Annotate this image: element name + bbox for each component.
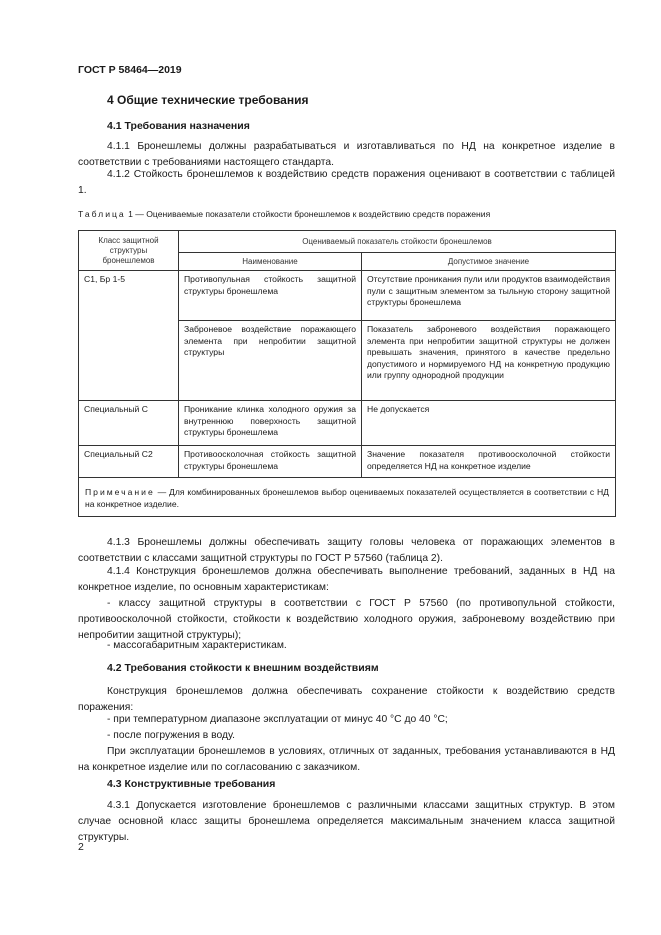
header-indicator-group: Оцениваемый показатель стойкости бронешлемов — [179, 231, 616, 253]
table-cell-class: Специальный С2 — [79, 446, 179, 478]
paragraph-4-1-2: 4.1.2 Стойкость бронешлемов к воздействию средств поражения оценивают в соответствии с таблицей 1. — [78, 169, 615, 196]
table-cell-value: Значение показателя противоосколочной стойкости определяется НД на конкретное изделие — [362, 446, 616, 478]
paragraph-4-1-1: 4.1.1 Бронешлемы должны разрабатываться и изготавливаться по НД на конкретное изделие в соответствии с требованиями настоящего стандарта. — [78, 141, 615, 168]
paragraph-4-2-conditions: При эксплуатации бронешлемов в условиях, отличных от заданных, требования устанавливаются в НД на конкретное изделие или по согласованию с заказчиком. — [78, 746, 615, 773]
table-cell-name: Противоосколочная стойкость защитной структуры бронешлема — [179, 446, 362, 478]
paragraph-4-1-4: 4.1.4 Конструкция бронешлемов должна обеспечивать выполнение требований, заданных в НД на конкретное изделие, по основным характеристикам: — [78, 566, 615, 593]
header-value-column: Допустимое значение — [362, 253, 616, 271]
list-item-water: - после погружения в воду. — [107, 730, 235, 741]
header-class-column: Класс защитной структуры бронешлемов — [79, 231, 179, 271]
table-cell-name: Заброневое воздействие поражающего элемента при непробитии защитной структуры — [179, 321, 362, 401]
table-cell-name: Проникание клинка холодного оружия за внутреннюю поверхность защитной структуры бронешлема — [179, 401, 362, 446]
paragraph-4-1-3: 4.1.3 Бронешлемы должны обеспечивать защиту головы человека от поражающих элементов в соответствии с классами защитной структуры по ГОСТ Р 57560 (таблица 2). — [78, 537, 615, 564]
section-4-3-title: 4.3 Конструктивные требования — [107, 778, 276, 790]
table-cell-value: Показатель заброневого воздействия поражающего элемента при непробитии защитной структуры не должен превышать значения, принятого в качестве предельно допустимого и нормируемого НД на конкретную продукцию или группу однородной продукции — [362, 321, 616, 401]
table-note-label: Примечание — [85, 487, 155, 497]
section-4-2-title: 4.2 Требования стойкости к внешним воздействиям — [107, 662, 379, 674]
document-header: ГОСТ Р 58464—2019 — [78, 64, 182, 76]
table-cell-class: Специальный С — [79, 401, 179, 446]
table-caption-text: 1 — Оцениваемые показатели стойкости бронешлемов к воздействию средств поражения — [128, 209, 491, 219]
table-note — [79, 478, 616, 517]
table-caption — [78, 209, 490, 219]
list-item-mass-dimensions: - массогабаритным характеристикам. — [107, 640, 287, 651]
paragraph-4-2-intro: Конструкция бронешлемов должна обеспечивать сохранение стойкости к воздействию средств поражения: — [78, 686, 615, 713]
section-4-1-title: 4.1 Требования назначения — [107, 120, 250, 132]
requirements-table — [78, 230, 616, 517]
page-number: 2 — [78, 841, 84, 853]
table-cell-value: Не допускается — [362, 401, 616, 446]
table-cell-name: Противопульная стойкость защитной структуры бронешлема — [179, 271, 362, 321]
table-cell-class: С1, Бр 1-5 — [79, 271, 179, 401]
list-item-protection-class: - классу защитной структуры в соответствии с ГОСТ Р 57560 (по противопульной стойкости, противоосколочной стойкости, стойкости к воздействию холодного оружия, заброневому воздействию при непробитии защитной структуры); — [78, 598, 615, 641]
header-name-column: Наименование — [179, 253, 362, 271]
list-item-temperature: - при температурном диапазоне эксплуатации от минус 40 °С до 40 °С; — [107, 714, 448, 725]
table-note-text: — Для комбинированных бронешлемов выбор оцениваемых показателей осуществляется в соответствии с НД на конкретное изделие. — [85, 487, 609, 509]
table-caption-label: Таблица — [78, 209, 126, 219]
paragraph-4-3-1: 4.3.1 Допускается изготовление бронешлемов с различными классами защитных структур. В этом случае основной класс защиты бронешлема определяется максимальным значением класса защитной структуры. — [78, 800, 615, 843]
table-cell-value: Отсутствие проникания пули или продуктов взаимодействия пули с защитным элементом за тыльную сторону защитной структуры бронешлема — [362, 271, 616, 321]
section-4-title: 4 Общие технические требования — [107, 93, 309, 107]
